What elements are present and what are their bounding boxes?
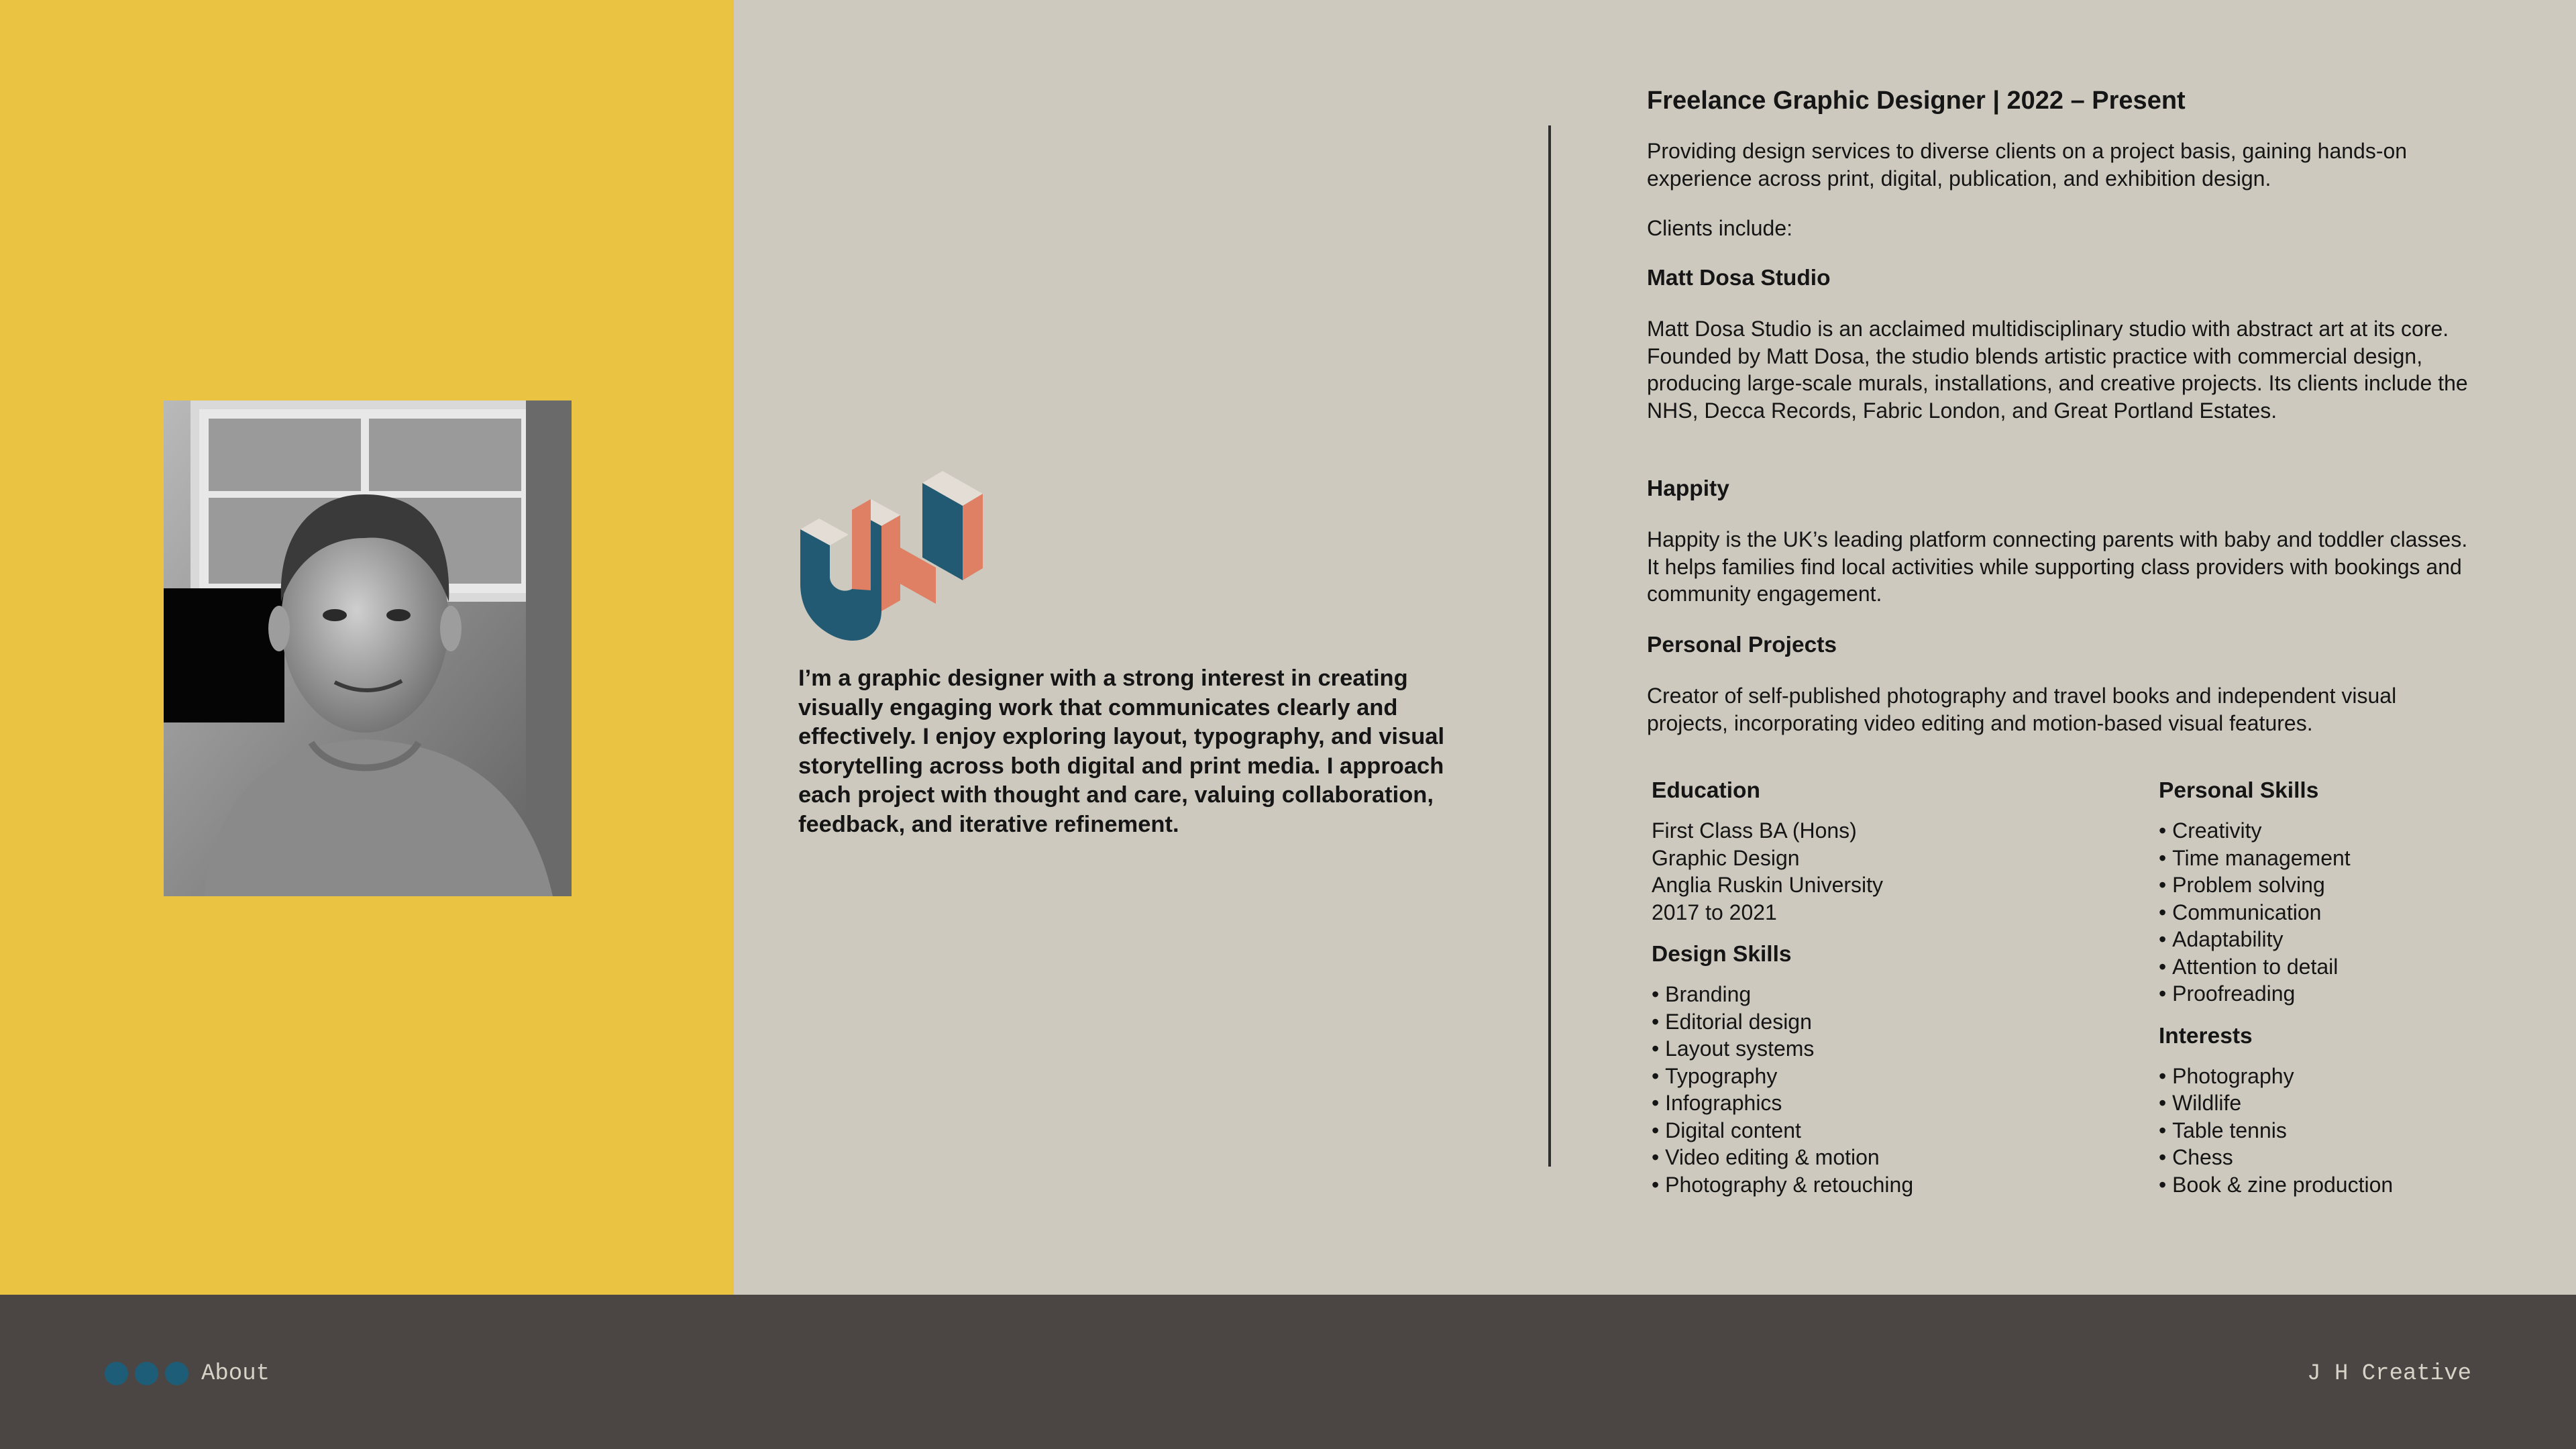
- list-item: • Layout systems: [1652, 1035, 2121, 1063]
- list-item: • Branding: [1652, 981, 2121, 1008]
- education-line: Anglia Ruskin University: [1652, 873, 1884, 897]
- list-item: • Editorial design: [1652, 1008, 2121, 1036]
- interests-list: [2159, 1063, 2576, 1199]
- list-item: • Digital content: [1652, 1117, 2121, 1144]
- education-line: 2017 to 2021: [1652, 900, 1777, 924]
- list-item: • Proofreading: [2159, 980, 2576, 1008]
- jh-monogram-logo: [798, 463, 986, 644]
- design-skills-heading: Design Skills: [1652, 942, 1792, 967]
- education-list: [1652, 817, 2121, 926]
- portrait-photo: [164, 400, 572, 896]
- list-item: • Time management: [2159, 845, 2576, 872]
- nav-dot-icon[interactable]: [135, 1362, 158, 1385]
- list-item: • Table tennis: [2159, 1117, 2576, 1144]
- list-item: • Creativity: [2159, 817, 2576, 845]
- nav-dot-icon[interactable]: [165, 1362, 189, 1385]
- list-item: • Infographics: [1652, 1089, 2121, 1117]
- education-heading: Education: [1652, 778, 1760, 803]
- client-description: Matt Dosa Studio is an acclaimed multidisciplinary studio with abstract art at its core. Founded by Matt Dosa, the studio blends artistic practice with commercial design, producing large-scale murals, installations, and creative projects. Its clients include the NHS, Decca Records, Fabric London, and Great Portland Estates.: [1647, 317, 2468, 423]
- personal-skills-list: [2159, 817, 2576, 1008]
- education-and-design-skills: [1652, 777, 2121, 1198]
- list-item: • Photography & retouching: [1652, 1171, 2121, 1199]
- list-item: • Wildlife: [2159, 1089, 2576, 1117]
- personal-skills-heading: Personal Skills: [2159, 778, 2319, 803]
- nav-dot-icon[interactable]: [105, 1362, 128, 1385]
- design-skills-list: [1652, 981, 2121, 1198]
- vertical-divider: [1548, 125, 1551, 1167]
- footer-bar: [0, 1295, 2576, 1449]
- education-line: Graphic Design: [1652, 845, 1800, 870]
- education-line: First Class BA (Hons): [1652, 818, 1857, 843]
- clients-label: Clients include:: [1647, 216, 1792, 240]
- personal-skills-and-interests: [2159, 777, 2576, 1198]
- client-name: Matt Dosa Studio: [1647, 266, 1831, 290]
- nav-dots[interactable]: [105, 1362, 189, 1385]
- client-name: Personal Projects: [1647, 633, 1837, 657]
- brand-label: J H Creative: [2307, 1361, 2471, 1387]
- list-item: • Chess: [2159, 1144, 2576, 1171]
- list-item: • Book & zine production: [2159, 1171, 2576, 1199]
- list-item: • Photography: [2159, 1063, 2576, 1090]
- interests-heading: Interests: [2159, 1023, 2253, 1049]
- job-title: Freelance Graphic Designer | 2022 – Present: [1647, 87, 2186, 115]
- list-item: • Typography: [1652, 1063, 2121, 1090]
- experience-summary: Providing design services to diverse clients on a project basis, gaining hands-on experience across print, digital, publication, and exhibition design.: [1647, 139, 2408, 191]
- list-item: • Attention to detail: [2159, 953, 2576, 981]
- client-name: Happity: [1647, 476, 1729, 501]
- list-item: • Video editing & motion: [1652, 1144, 2121, 1171]
- list-item: • Problem solving: [2159, 871, 2576, 899]
- list-item: • Communication: [2159, 899, 2576, 926]
- list-item: • Adaptability: [2159, 926, 2576, 953]
- client-description: Happity is the UK’s leading platform connecting parents with baby and toddler classes. It helps families find local activities while supporting class providers with bookings and community engagement.: [1647, 527, 2468, 606]
- intro-paragraph: I’m a graphic designer with a strong interest in creating visually engaging work that communicates clearly and effectively. I enjoy exploring layout, typography, and visual storytelling across both digital and print media. I approach each project with thought and care, valuing collaboration, feedback, and iterative refinement.: [798, 665, 1445, 837]
- section-label: About: [201, 1361, 270, 1387]
- client-description: Creator of self-published photography and travel books and independent visual projects, incorporating video editing and motion-based visual features.: [1647, 684, 2397, 735]
